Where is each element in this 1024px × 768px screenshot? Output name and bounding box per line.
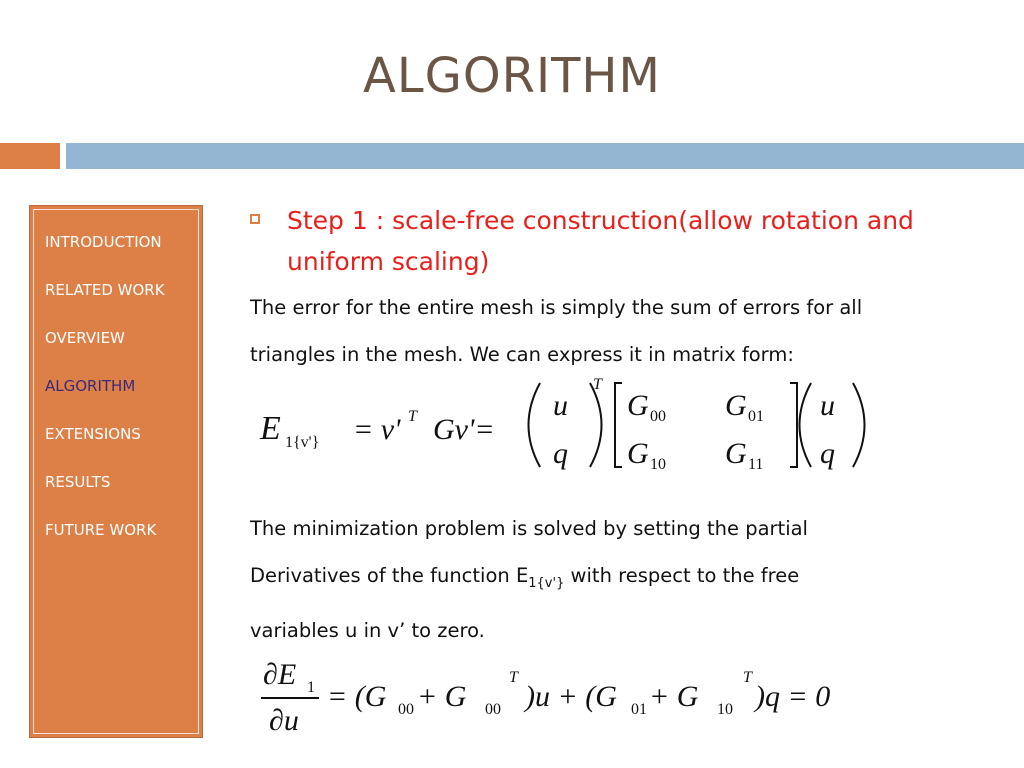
eq1-E-sub: 1{v'}	[285, 434, 320, 451]
accent-bar-blue	[66, 143, 1024, 169]
eq2-sub00a: 00	[398, 701, 414, 718]
sidebar-item-related-work[interactable]: RELATED WORK	[45, 281, 165, 299]
paragraph-min-line-3: variables u in v’ to zero.	[250, 618, 485, 642]
eq1-G10: G	[627, 437, 649, 470]
sidebar-item-introduction[interactable]: INTRODUCTION	[45, 233, 162, 251]
eq1-u2: u	[820, 389, 835, 422]
eq1-G01-sub: 01	[748, 408, 764, 425]
slide-title: ALGORITHM	[363, 48, 661, 104]
matrix-equation	[255, 375, 875, 475]
step-heading	[287, 200, 987, 282]
eq1-Gv: Gv'=	[433, 413, 495, 446]
eq1-T-sup: T	[408, 408, 417, 425]
paragraph-minimization	[250, 505, 970, 654]
eq2-sub00b: 00	[485, 701, 501, 718]
eq1-G01: G	[725, 389, 747, 422]
eq1-bracket-left	[615, 383, 622, 467]
eq2-numerator-sub: 1	[307, 679, 315, 696]
eq1-G00-sub: 00	[650, 408, 666, 425]
eq1-G11-sub: 11	[748, 456, 764, 473]
paragraph-error-line-1: The error for the entire mesh is simply the sum of errors for all	[250, 296, 863, 319]
paragraph-error-line-2: triangles in the mesh. We can express it in matrix form:	[250, 343, 794, 366]
sidebar-nav	[29, 205, 203, 738]
accent-bar-orange	[0, 143, 60, 169]
eq1-paren-right-2	[853, 383, 865, 467]
sidebar-item-algorithm[interactable]: ALGORITHM	[45, 377, 136, 395]
sidebar-item-results[interactable]: RESULTS	[45, 473, 111, 491]
eq1-T2-sup: T	[593, 376, 602, 393]
eq2-numerator: ∂E	[263, 658, 297, 691]
paragraph-min-line-1: The minimization problem is solved by setting the partial	[250, 517, 808, 540]
eq1-G00: G	[627, 389, 649, 422]
sidebar-item-extensions[interactable]: EXTENSIONS	[45, 425, 141, 443]
eq2-plus2: + G	[649, 680, 699, 713]
eq1-G10-sub: 10	[650, 456, 666, 473]
eq2-denominator: ∂u	[269, 704, 299, 737]
sidebar-item-future-work[interactable]: FUTURE WORK	[45, 521, 157, 539]
eq2-sub10: 10	[717, 701, 733, 718]
eq1-bracket-right	[790, 383, 797, 467]
eq2-T-a: T	[509, 669, 518, 686]
bullet-square-icon	[250, 214, 260, 224]
eq1-vprime: = v'	[353, 413, 401, 446]
eq2-sub01: 01	[631, 701, 647, 718]
paragraph-min-line-2-pre: Derivatives of the function E	[250, 564, 529, 587]
eq1-E: E	[260, 410, 281, 447]
eq1-paren-right-1	[590, 383, 602, 467]
eq2-T-b: T	[743, 669, 752, 686]
eq2-rhs-c: )q = 0	[755, 680, 831, 713]
eq2-rhs-a: = (G	[327, 680, 387, 713]
sidebar-item-overview[interactable]: OVERVIEW	[45, 329, 125, 347]
derivative-equation	[255, 648, 875, 738]
eq2-plus1: + G	[417, 680, 467, 713]
eq1-u1: u	[553, 389, 568, 422]
eq2-rhs-b: )u + (G	[525, 680, 617, 713]
step-line-1: Step 1 : scale-free construction(allow rotation and	[287, 206, 914, 235]
eq1-q1: q	[553, 437, 568, 470]
eq1-paren-left-1	[529, 383, 541, 467]
eq1-paren-left-2	[800, 383, 812, 467]
paragraph-error	[250, 284, 970, 378]
eq1-G11: G	[725, 437, 747, 470]
paragraph-min-line-2-sub: 1{v'}	[528, 575, 565, 591]
paragraph-min-line-2	[250, 552, 970, 607]
eq1-q2: q	[820, 437, 835, 470]
paragraph-min-line-2-post: with respect to the free	[564, 564, 800, 587]
step-line-2: uniform scaling)	[287, 247, 490, 276]
